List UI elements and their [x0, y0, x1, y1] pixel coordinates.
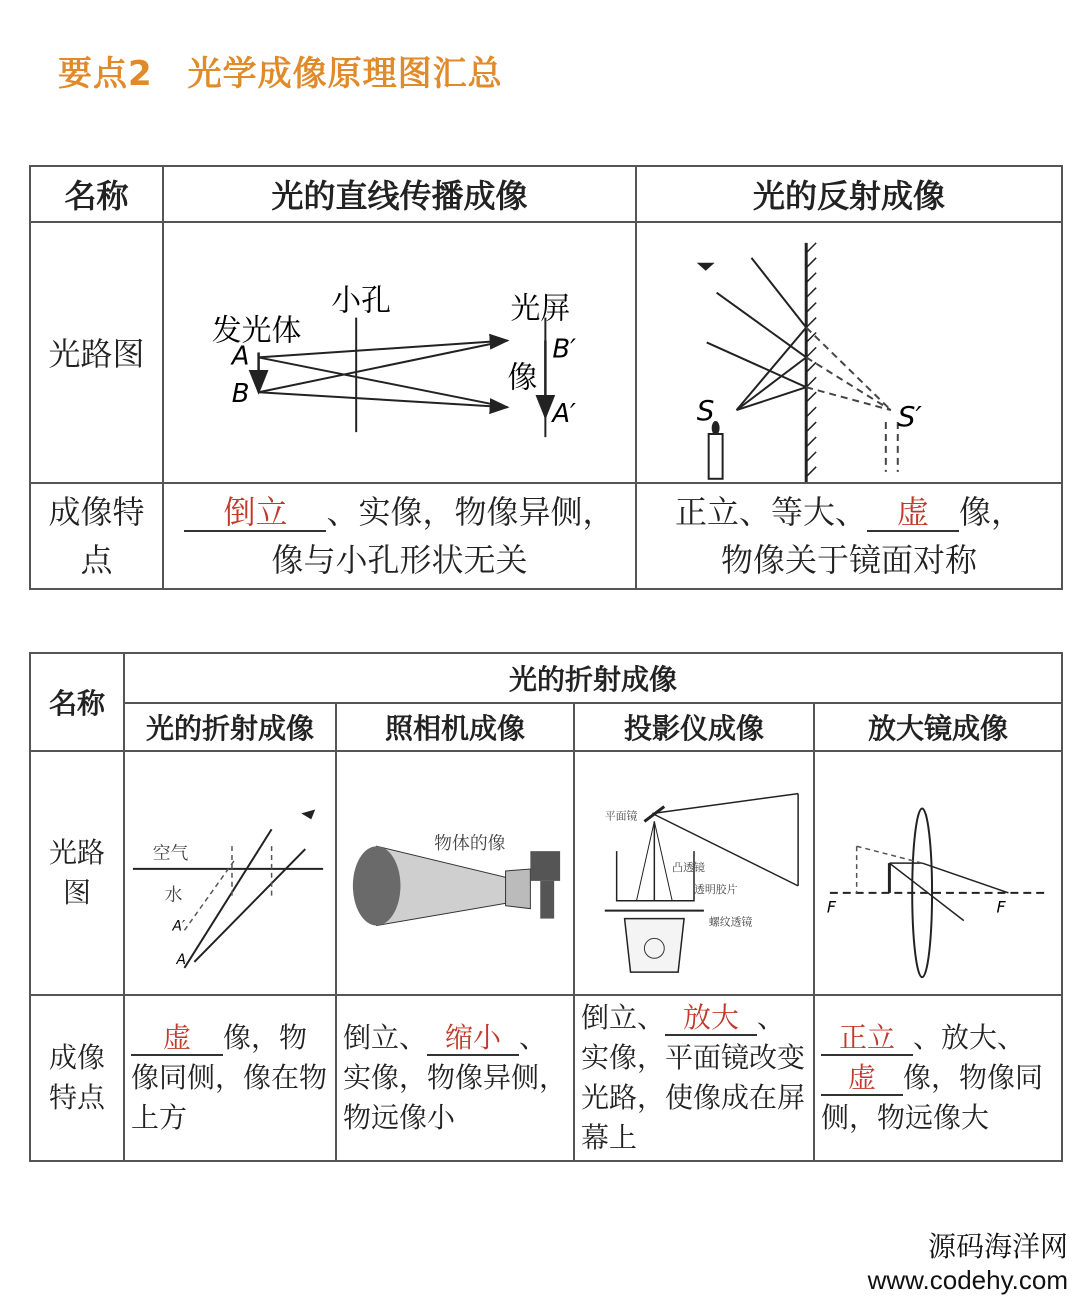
row-label-feature: 成像特点	[30, 995, 124, 1161]
feature-refraction	[124, 995, 336, 1161]
watermark-url: www.codehy.com	[867, 1265, 1068, 1295]
camera-diagram	[336, 751, 574, 995]
feature-text: 倒立、	[581, 1001, 666, 1035]
header-magnifier: 放大镜成像	[814, 703, 1062, 751]
feature-reflection	[636, 483, 1062, 589]
answer-blank: 虚	[131, 1023, 223, 1056]
feature-projector	[574, 995, 814, 1161]
label-hole: 小孔	[331, 283, 392, 319]
label-image: 像	[507, 360, 538, 396]
projector-svg	[575, 752, 813, 994]
feature-text: 物像关于镜面对称	[720, 540, 977, 579]
header-refraction: 光的折射成像	[124, 703, 336, 751]
page-title: 要点2 光学成像原理图汇总	[58, 54, 503, 94]
label-A: A	[231, 341, 250, 372]
answer-blank: 虚	[821, 1063, 903, 1096]
feature-text: 、实像，物像异侧，物远像小	[343, 1021, 568, 1135]
feature-text: 像与小孔形状无关	[271, 540, 528, 579]
feature-magnifier	[814, 995, 1062, 1161]
label-convex-lens: 凸透镜	[672, 861, 705, 875]
header-name: 名称	[30, 653, 124, 751]
label-air: 空气	[152, 843, 189, 865]
answer-blank: 虚	[867, 495, 959, 532]
feature-text: 像，物像同侧，像在物上方	[131, 1021, 328, 1135]
answer-blank: 缩小	[427, 1023, 519, 1056]
header-straight-line: 光的直线传播成像	[163, 166, 636, 222]
refraction-diagram	[124, 751, 336, 995]
label-screen: 光屏	[510, 291, 571, 327]
label-mirror: 平面镜	[604, 809, 638, 823]
refraction-table	[29, 652, 1063, 1162]
feature-text: 正立、等大、	[674, 492, 867, 531]
pinhole-svg	[164, 223, 635, 482]
label-F1: F	[826, 897, 837, 917]
row-label-diagram: 光路图	[30, 222, 163, 483]
label-F2: F	[996, 897, 1006, 917]
magnifier-diagram	[814, 751, 1062, 995]
watermark	[868, 1225, 1068, 1296]
feature-text: 、实像，物像异侧，	[326, 492, 615, 531]
label-A: A	[176, 952, 186, 969]
row-label-feature: 成像特点	[30, 483, 163, 589]
answer-blank: 倒立	[184, 495, 326, 532]
header-name: 名称	[30, 166, 163, 222]
header-camera: 照相机成像	[336, 703, 574, 751]
feature-straight-line	[163, 483, 636, 589]
camera-svg	[337, 752, 573, 994]
label-A: A′	[172, 918, 186, 935]
label-water: 水	[164, 884, 183, 906]
feature-text: 、实像，平面镜改变光路，使像成在屏幕上	[581, 1001, 806, 1155]
feature-text: 像，	[959, 492, 1024, 531]
feature-text: 、放大、	[913, 1021, 1026, 1055]
watermark-cn: 源码海洋网	[927, 1231, 1068, 1262]
pinhole-diagram	[163, 222, 636, 483]
label-film: 透明胶片	[694, 882, 738, 896]
label-Ap: A′	[552, 399, 576, 430]
label-Sp: S′	[897, 400, 922, 434]
answer-blank: 放大	[665, 1003, 757, 1036]
magnifier-svg	[815, 752, 1061, 994]
feature-text: 倒立、	[343, 1021, 428, 1055]
reflection-table	[29, 165, 1063, 590]
header-reflection: 光的反射成像	[636, 166, 1062, 222]
feature-text: 像，物像同侧，物远像大	[821, 1061, 1044, 1135]
header-projector: 投影仪成像	[574, 703, 814, 751]
label-condenser: 螺纹透镜	[708, 915, 753, 929]
label-camera-image: 物体的像	[434, 833, 506, 855]
answer-blank: 正立	[821, 1023, 913, 1056]
projector-diagram	[574, 751, 814, 995]
label-S: S	[696, 394, 715, 428]
mirror-svg	[637, 223, 1061, 482]
feature-camera	[336, 995, 574, 1161]
mirror-diagram	[636, 222, 1062, 483]
label-B: B	[231, 379, 250, 410]
label-Bp: B′	[552, 334, 576, 365]
row-label-diagram: 光路图	[30, 751, 124, 995]
label-source: 发光体	[211, 313, 302, 349]
header-group: 光的折射成像	[124, 653, 1062, 703]
refraction-svg	[125, 752, 335, 994]
